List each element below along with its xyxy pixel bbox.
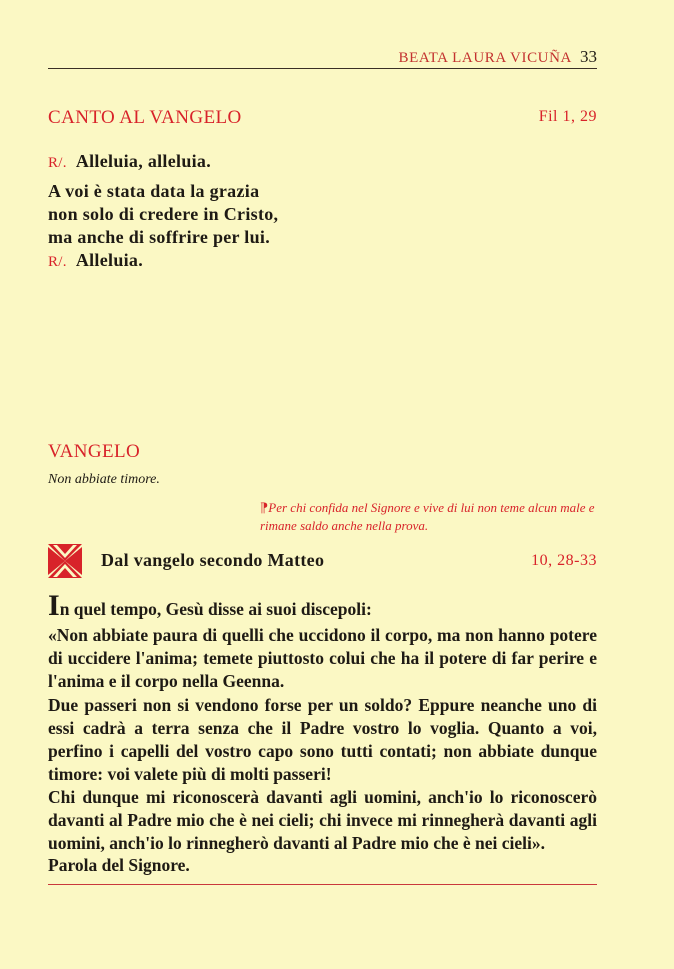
running-header xyxy=(398,47,597,67)
running-title: BEATA LAURA VICUÑA xyxy=(398,50,572,66)
antiphon-marker-icon: ⁋ xyxy=(260,500,269,515)
response-symbol: R/. xyxy=(48,155,67,171)
vangelo-subtitle: Non abbiate timore. xyxy=(48,472,160,487)
gospel-paragraph-1 xyxy=(48,589,597,622)
vangelo-title: VANGELO xyxy=(48,441,141,462)
gospel-paragraph-2: «Non abbiate paura di quelli che uccidono il corpo, ma non hanno potere di uccidere l'anima; temete piuttosto colui che ha il potere di far perire e l'anima e il corpo nella Geenna. xyxy=(48,625,597,691)
verse-line: ma anche di soffrire per lui. xyxy=(48,227,271,247)
gospel-paragraph-3: Due passeri non si vendono forse per un soldo? Eppure neanche uno di essi cadrà a terra senza che il Padre vostro lo voglia. Quanto a voi, perfino i capelli del vostro capo sono tutti contati; non abbiate dunque timore: voi valete più di molti passeri! xyxy=(48,695,597,784)
header-rule xyxy=(48,68,597,69)
gospel-paragraph-4: Chi dunque mi riconoscerà davanti agli uomini, anch'io lo riconoscerò davanti al Padre mio che è nei cieli; chi invece mi rinnegherà davanti agli uomini, anch'io lo rinnegherò davanti al Padre mio che è nei cieli». xyxy=(48,787,597,853)
verse-line: non solo di credere in Cristo, xyxy=(48,204,279,224)
drop-cap: I xyxy=(48,589,60,622)
antiphon-text: Per chi confida nel Signore e vive di lui non teme alcun male e rimane saldo anche nella prova. xyxy=(260,500,595,533)
canto-reference: Fil 1, 29 xyxy=(538,108,597,125)
gospel-reference: 10, 28-33 xyxy=(531,552,597,569)
response-2 xyxy=(48,250,143,271)
response-1-text: Alleluia, alleluia. xyxy=(75,151,212,171)
response-symbol: R/. xyxy=(48,254,67,270)
maltese-cross-icon xyxy=(48,544,82,578)
canto-verse xyxy=(48,180,278,249)
closing-formula: Parola del Signore. xyxy=(48,855,190,875)
response-2-text: Alleluia. xyxy=(75,250,144,270)
verse-line: A voi è stata data la grazia xyxy=(48,181,260,201)
gospel-intro: Dal vangelo secondo Matteo xyxy=(101,550,325,570)
page-number: 33 xyxy=(580,47,597,66)
response-1 xyxy=(48,151,211,172)
antiphon xyxy=(260,499,600,535)
canto-title: CANTO AL VANGELO xyxy=(48,107,242,128)
footer-rule xyxy=(48,884,597,885)
paragraph-1-text: n quel tempo, Gesù disse ai suoi discepoli: xyxy=(59,599,372,619)
